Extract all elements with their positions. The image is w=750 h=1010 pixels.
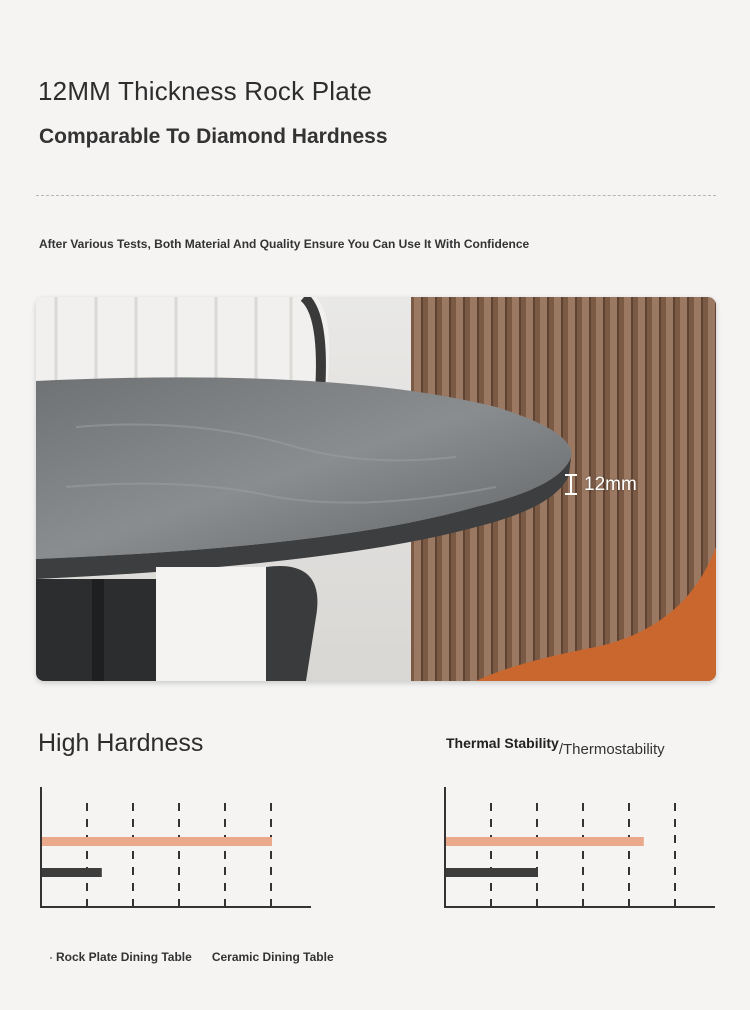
bar-rock-plate — [42, 837, 272, 846]
dashed-divider — [36, 195, 716, 196]
thermal-title — [446, 735, 665, 758]
chart-legend — [50, 950, 334, 964]
bar-ceramic — [446, 868, 538, 877]
legend-item-ceramic: Ceramic Dining Table — [211, 950, 334, 964]
page-subtitle: Comparable To Diamond Hardness — [39, 125, 388, 148]
bar-ceramic — [42, 868, 102, 877]
thermal-chart — [440, 785, 720, 913]
hardness-title: High Hardness — [38, 729, 204, 757]
hardness-chart — [36, 785, 316, 913]
page-title: 12MM Thickness Rock Plate — [38, 76, 372, 106]
legend-item-rock-plate — [50, 950, 192, 964]
tagline: After Various Tests, Both Material And Quality Ensure You Can Use It With Confidence — [39, 237, 530, 251]
thermal-title-main: Thermal Stability — [446, 735, 559, 751]
thermal-title-suffix: /Thermostability — [558, 741, 665, 758]
thickness-label: 12mm — [584, 474, 637, 495]
bar-rock-plate — [446, 837, 644, 846]
legend-dot-icon — [50, 957, 52, 959]
legend-label-rock-plate: Rock Plate Dining Table — [56, 950, 192, 964]
